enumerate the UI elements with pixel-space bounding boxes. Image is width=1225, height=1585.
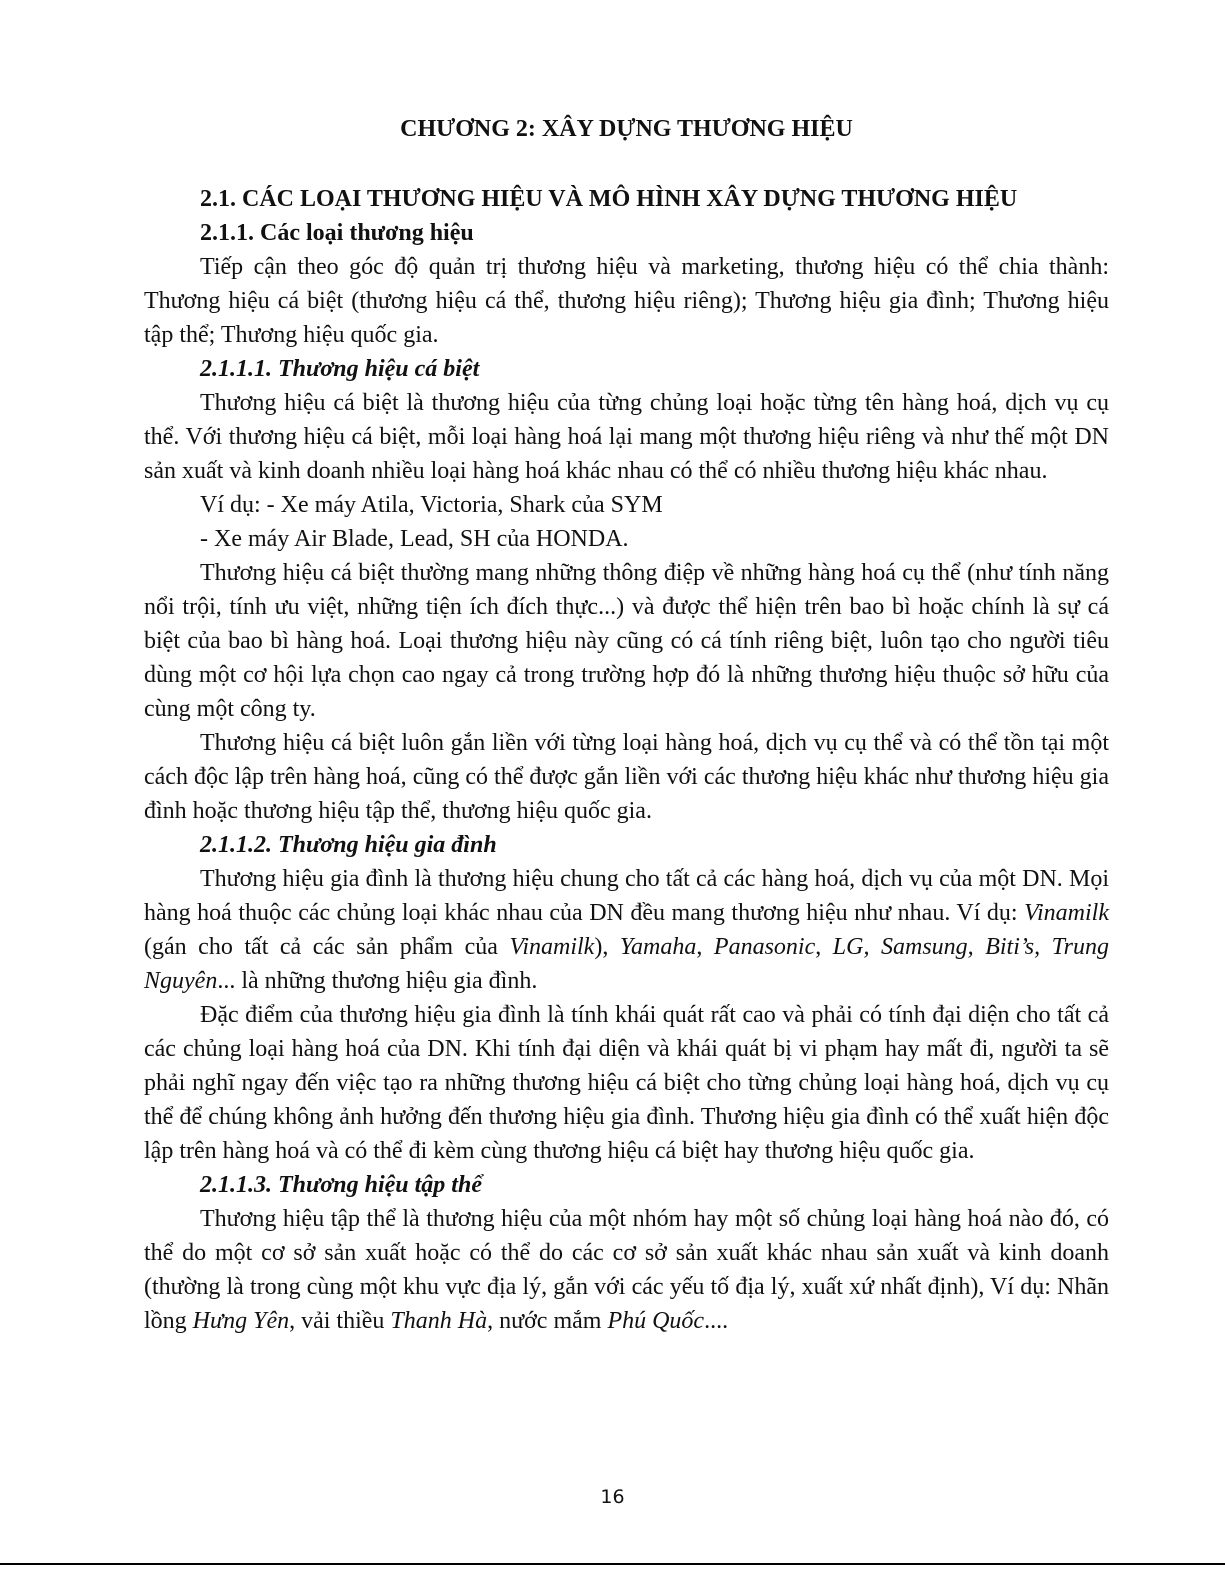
- brand-names-rest: LG, Samsung, Biti’s, Trung Nguyên: [144, 934, 1110, 994]
- individual-brand-paragraph-2: Thương hiệu cá biệt thường mang những thông điệp về những hàng hoá cụ thể (như tính năng nổi trội, tính ưu việt, những tiện ích đích thực...) và được thể hiện trên bao bì hoặc chính là sự cá biệt của bao bì hàng hoá. Loại thương hiệu này cũng có cá tính riêng biệt, luôn tạo cho người tiêu dùng một cơ hội lựa chọn cao ngay cả trong trường hợp đó là những thương hiệu thuộc sở hữu của cùng một công ty.: [144, 560, 1109, 722]
- example-line-1: Ví dụ: - Xe máy Atila, Victoria, Shark của SYM: [200, 492, 663, 518]
- subsection-heading-family-brand: 2.1.1.2. Thương hiệu gia đình: [200, 832, 497, 858]
- brand-name-vinamilk: Vinamilk: [509, 934, 595, 960]
- text-run: ,: [815, 934, 833, 960]
- text-run: ,: [696, 934, 714, 960]
- text-run: , vải thiều: [289, 1308, 391, 1334]
- brand-name-yamaha: Yamaha: [619, 934, 697, 960]
- family-brand-paragraph-1: [144, 862, 1109, 998]
- spacer: [144, 152, 1109, 182]
- section-heading-2-1-1: 2.1.1. Các loại thương hiệu: [200, 220, 474, 246]
- chapter-title: CHƯƠNG 2: XÂY DỰNG THƯƠNG HIỆU: [400, 116, 853, 142]
- brand-name-panasonic: Panasonic: [713, 934, 816, 960]
- subsection-heading-collective-brand: 2.1.1.3. Thương hiệu tập thể: [200, 1172, 482, 1198]
- text-run: Thương hiệu gia đình là thương hiệu chung cho tất cả các hàng hoá, dịch vụ của một DN. Mọi hàng hoá thuộc các chủng loại khác nhau của DN đều mang thương hiệu như nhau. Ví dụ:: [144, 866, 1109, 926]
- subsection-heading-individual-brand: 2.1.1.1. Thương hiệu cá biệt: [200, 356, 480, 382]
- text-run: , nước mắm: [487, 1308, 608, 1334]
- text-run: ),: [594, 934, 620, 960]
- place-name-phu-quoc: Phú Quốc: [607, 1308, 705, 1334]
- text-run: (gán cho tất cả các sản phẩm của: [144, 934, 510, 960]
- brand-name-vinamilk: Vinamilk: [1024, 900, 1109, 926]
- place-name-hung-yen: Hưng Yên: [192, 1308, 290, 1334]
- place-name-thanh-ha: Thanh Hà: [390, 1308, 488, 1334]
- individual-brand-paragraph-1: Thương hiệu cá biệt là thương hiệu của từng chủng loại hoặc từng tên hàng hoá, dịch vụ cụ thể. Với thương hiệu cá biệt, mỗi loại hàng hoá lại mang một thương hiệu riêng và như thế một DN sản xuất và kinh doanh nhiều loại hàng hoá khác nhau có thể có nhiều thương hiệu khác nhau.: [144, 390, 1109, 484]
- bottom-divider: [0, 1563, 1225, 1565]
- text-run: ....: [704, 1308, 729, 1334]
- collective-brand-paragraph-1: [144, 1202, 1109, 1338]
- text-run: Thương hiệu tập thể là thương hiệu của một nhóm hay một số chủng loại hàng hoá nào đó, có thể do một cơ sở sản xuất hoặc có thể do các cơ sở sản xuất khác nhau sản xuất và kinh doanh (thường là trong cùng một khu vực địa lý, gắn với các yếu tố địa lý, xuất xứ nhất định), Ví dụ: Nhãn lồng: [144, 1206, 1109, 1334]
- page-content: [144, 108, 1109, 1338]
- example-line-2: - Xe máy Air Blade, Lead, SH của HONDA.: [200, 526, 629, 552]
- text-run: ... là những thương hiệu gia đình.: [217, 968, 538, 994]
- family-brand-paragraph-2: Đặc điểm của thương hiệu gia đình là tính khái quát rất cao và phải có tính đại diện cho tất cả các chủng loại hàng hoá của DN. Khi tính đại diện và khái quát bị vi phạm hay mất đi, người ta sẽ phải nghĩ ngay đến việc tạo ra những thương hiệu cá biệt cho từng chủng loại hàng hoá, dịch vụ cụ thể để chúng không ảnh hưởng đến thương hiệu gia đình. Thương hiệu gia đình có thể xuất hiện độc lập trên hàng hoá và có thể đi kèm cùng thương hiệu cá biệt hay thương hiệu quốc gia.: [144, 1002, 1109, 1164]
- intro-paragraph: Tiếp cận theo góc độ quản trị thương hiệu và marketing, thương hiệu có thể chia thành: Thương hiệu cá biệt (thương hiệu cá thể, thương hiệu riêng); Thương hiệu gia đình; Thương hiệu tập thể; Thương hiệu quốc gia.: [144, 254, 1109, 348]
- page-number: 16: [600, 1486, 625, 1508]
- individual-brand-paragraph-3: Thương hiệu cá biệt luôn gắn liền với từng loại hàng hoá, dịch vụ cụ thể và có thể tồn tại một cách độc lập trên hàng hoá, cũng có thể được gắn liền với các thương hiệu khác như thương hiệu gia đình hoặc thương hiệu tập thể, thương hiệu quốc gia.: [144, 730, 1109, 824]
- section-heading-2-1: 2.1. CÁC LOẠI THƯƠNG HIỆU VÀ MÔ HÌNH XÂY DỰNG THƯƠNG HIỆU: [200, 186, 1018, 212]
